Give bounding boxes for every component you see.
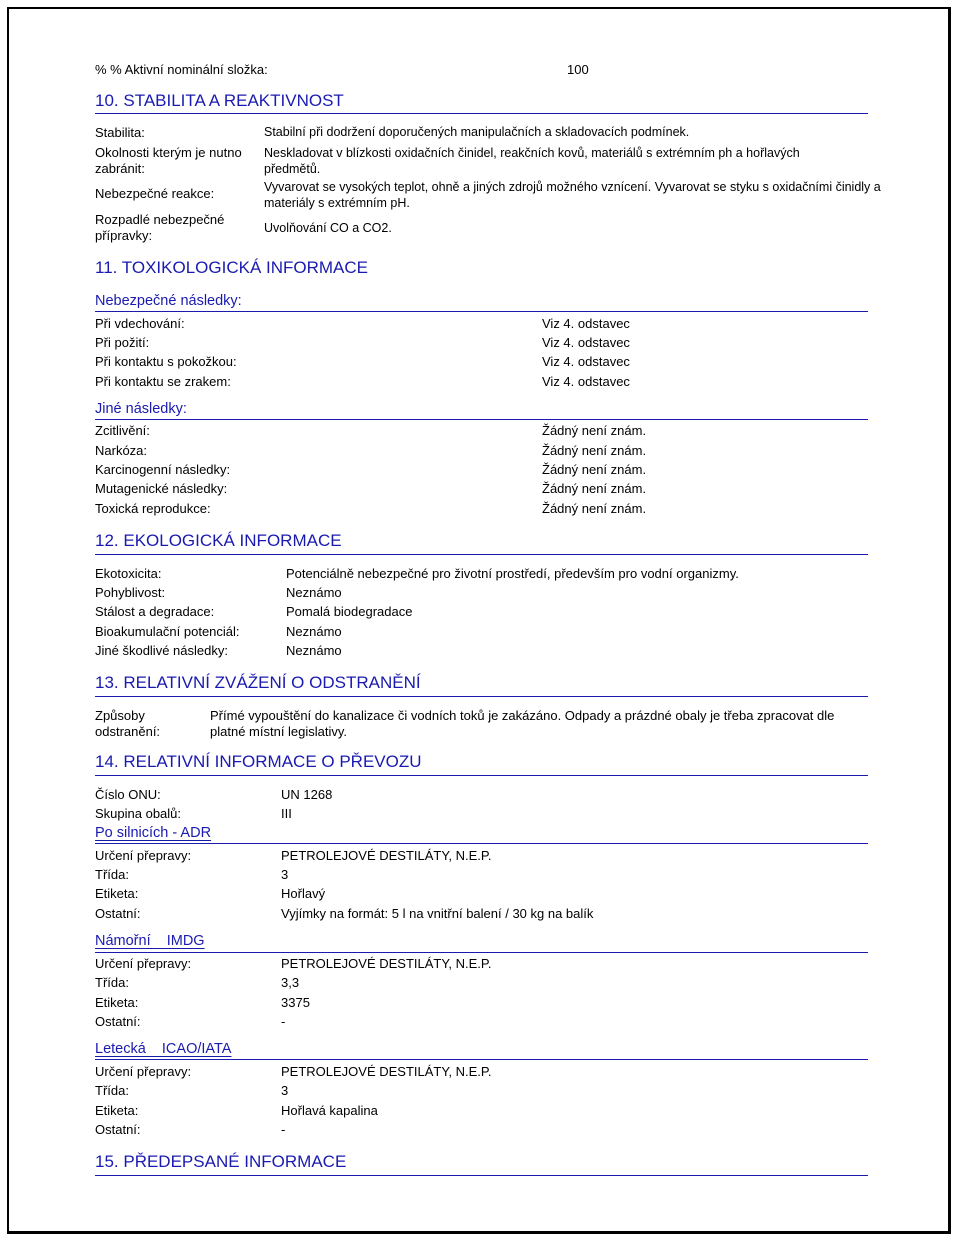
other-row-label: Narkóza: — [95, 443, 148, 458]
eco-row-value: Neznámo — [286, 585, 342, 600]
un-number-value: UN 1268 — [281, 787, 333, 802]
sea-row-value: - — [281, 1014, 286, 1029]
sea-imdg-rule — [95, 952, 868, 953]
section-15-title: 15. PŘEDEPSANÉ INFORMACE — [95, 1152, 347, 1171]
eco-row-value: Neznámo — [286, 624, 342, 639]
other-row-label: Toxická reprodukce: — [95, 501, 211, 516]
sea-row-label: Etiketa: — [95, 995, 139, 1010]
air-icao-rule — [95, 1059, 868, 1060]
road-row-label: Etiketa: — [95, 886, 139, 901]
other-row-value: Žádný není znám. — [542, 462, 647, 477]
air-row-label: Určení přepravy: — [95, 1064, 192, 1079]
road-adr-rule — [95, 843, 868, 844]
toxic-row-label: Při kontaktu s pokožkou: — [95, 354, 237, 369]
stability-label: Stabilita: — [95, 125, 145, 140]
sea-imdg-heading: Námořní IMDG — [95, 933, 205, 949]
other-row-value: Žádný není znám. — [542, 423, 647, 438]
decomposition-label-2: přípravky: — [95, 228, 153, 243]
other-row-value: Žádný není znám. — [542, 501, 647, 516]
road-row-label: Ostatní: — [95, 906, 141, 921]
hazard-effects-heading: Nebezpečné následky: — [95, 293, 242, 309]
toxic-row-label: Při vdechování: — [95, 316, 185, 331]
air-row-label: Ostatní: — [95, 1122, 141, 1137]
section-13-title: 13. RELATIVNÍ ZVÁŽENÍ O ODSTRANĚNÍ — [95, 673, 421, 692]
hazard-effects-rule — [95, 311, 868, 312]
air-row-label: Třída: — [95, 1083, 129, 1098]
other-row-label: Karcinogenní následky: — [95, 462, 231, 477]
road-row-label: Třída: — [95, 867, 129, 882]
air-row-value: - — [281, 1122, 286, 1137]
road-row-value: Vyjímky na formát: 5 l na vnitřní balení / 30 kg na balík — [281, 906, 594, 921]
other-effects-heading: Jiné následky: — [95, 401, 187, 417]
sea-row-value: 3,3 — [281, 975, 300, 990]
packing-group-label: Skupina obalů: — [95, 806, 182, 821]
sea-row-label: Třída: — [95, 975, 129, 990]
avoid-label-2: zabránit: — [95, 161, 145, 176]
section-13-rule — [95, 696, 868, 697]
section-14-title: 14. RELATIVNÍ INFORMACE O PŘEVOZU — [95, 752, 422, 771]
other-row-label: Zcitlivění: — [95, 423, 150, 438]
stability-value: Stabilní při dodržení doporučených manipulačních a skladovacích podmínek. — [264, 125, 690, 139]
section-10-title: 10. STABILITA A REAKTIVNOST — [95, 91, 344, 110]
road-row-value: Hořlavý — [281, 886, 326, 901]
road-row-value: PETROLEJOVÉ DESTILÁTY, N.E.P. — [281, 848, 492, 863]
section-11-title: 11. TOXIKOLOGICKÁ INFORMACE — [95, 258, 369, 277]
eco-row-label: Pohyblivost: — [95, 585, 166, 600]
toxic-row-value: Viz 4. odstavec — [542, 335, 630, 350]
sea-row-label: Ostatní: — [95, 1014, 141, 1029]
disposal-label-2: odstranění: — [95, 724, 161, 739]
toxic-row-label: Při požití: — [95, 335, 150, 350]
decomposition-value: Uvolňování CO a CO2. — [264, 221, 392, 235]
eco-row-label: Ekotoxicita: — [95, 566, 162, 581]
active-ingredient-label: % % Aktivní nominální složka: — [95, 62, 268, 77]
toxic-row-value: Viz 4. odstavec — [542, 374, 630, 389]
eco-row-label: Bioakumulační potenciál: — [95, 624, 240, 639]
eco-row-label: Jiné škodlivé následky: — [95, 643, 228, 658]
sea-row-value: PETROLEJOVÉ DESTILÁTY, N.E.P. — [281, 956, 492, 971]
air-row-value: 3 — [281, 1083, 289, 1098]
toxic-row-value: Viz 4. odstavec — [542, 316, 630, 331]
sea-row-label: Určení přepravy: — [95, 956, 192, 971]
un-number-label: Číslo ONU: — [95, 787, 161, 802]
road-adr-heading: Po silnicích - ADR — [95, 825, 212, 841]
disposal-label-1: Způsoby — [95, 708, 145, 723]
toxic-row-value: Viz 4. odstavec — [542, 354, 630, 369]
eco-row-value: Potenciálně nebezpečné pro životní prostředí, především pro vodní organizmy. — [286, 566, 739, 581]
section-10-rule — [95, 113, 868, 114]
air-icao-heading: Letecká ICAO/IATA — [95, 1041, 232, 1057]
sea-row-value: 3375 — [281, 995, 310, 1010]
hazard-reaction-label: Nebezpečné reakce: — [95, 186, 215, 201]
section-15-rule — [95, 1175, 868, 1176]
eco-row-value: Pomalá biodegradace — [286, 604, 413, 619]
road-row-value: 3 — [281, 867, 289, 882]
air-row-value: PETROLEJOVÉ DESTILÁTY, N.E.P. — [281, 1064, 492, 1079]
other-row-label: Mutagenické následky: — [95, 481, 228, 496]
other-row-value: Žádný není znám. — [542, 443, 647, 458]
section-14-rule — [95, 775, 868, 776]
hazard-reaction-value: Vyvarovat se vysokých teplot, ohně a jiných zdrojů možného vznícení. Vyvarovat se styku s oxidačními činidly a materiály s extrémním pH. — [264, 180, 881, 210]
active-ingredient-value: 100 — [567, 62, 589, 77]
eco-row-value: Neznámo — [286, 643, 342, 658]
avoid-value: Neskladovat v blízkosti oxidačních činidel, reakčních kovů, materiálů s extrémním ph a hořlavých předmětů. — [264, 146, 800, 176]
air-row-value: Hořlavá kapalina — [281, 1103, 378, 1118]
other-row-value: Žádný není znám. — [542, 481, 647, 496]
section-12-title: 12. EKOLOGICKÁ INFORMACE — [95, 531, 342, 550]
packing-group-value: III — [281, 806, 292, 821]
decomposition-label-1: Rozpadlé nebezpečné — [95, 212, 225, 227]
eco-row-label: Stálost a degradace: — [95, 604, 215, 619]
other-effects-rule — [95, 419, 868, 420]
air-row-label: Etiketa: — [95, 1103, 139, 1118]
avoid-label-1: Okolnosti kterým je nutno — [95, 145, 242, 160]
toxic-row-label: Při kontaktu se zrakem: — [95, 374, 231, 389]
section-12-rule — [95, 554, 868, 555]
disposal-value: Přímé vypouštění do kanalizace či vodních toků je zakázáno. Odpady a prázdné obaly je třeba zpracovat dle platné místní legislativy. — [210, 708, 835, 739]
road-row-label: Určení přepravy: — [95, 848, 192, 863]
